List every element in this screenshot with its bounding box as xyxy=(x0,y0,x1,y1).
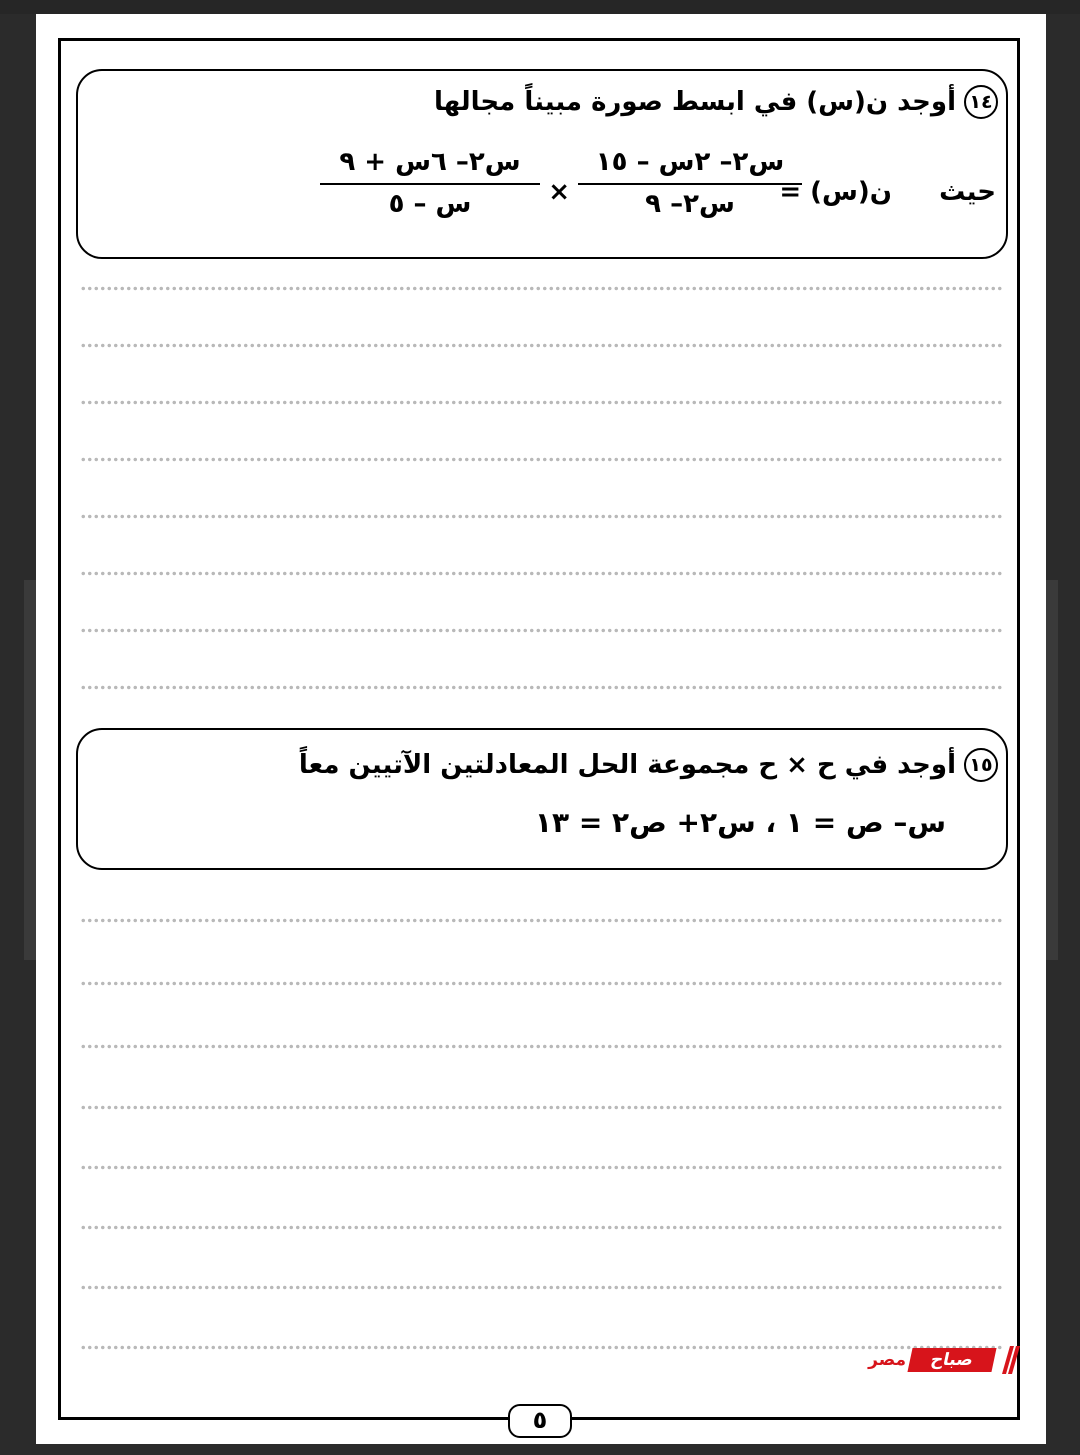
fraction-1-denominator: س٢– ٩ xyxy=(645,189,735,219)
answer-line xyxy=(80,1044,1004,1049)
publisher-logo xyxy=(856,1344,1026,1376)
adjacent-page-right xyxy=(1046,580,1058,960)
fraction-1 xyxy=(578,147,802,219)
answer-line xyxy=(80,343,1004,348)
answer-line xyxy=(80,286,1004,291)
question-15-text: أوجد في ح × ح مجموعة الحل المعادلتين الآتيين معاً xyxy=(298,750,956,780)
question-14-title-row xyxy=(434,85,998,119)
worksheet-page xyxy=(36,14,1046,1444)
answer-line xyxy=(80,1165,1004,1170)
question-14-box xyxy=(76,69,1008,259)
answer-line xyxy=(80,457,1004,462)
question-14-text: أوجد ﻥ(س) في ابسط صورة مبيناً مجالها xyxy=(433,87,956,117)
answer-line xyxy=(80,514,1004,519)
answer-line xyxy=(80,1105,1004,1110)
fraction-2-numerator: س٢– ٦س + ٩ xyxy=(320,147,540,185)
answer-line xyxy=(80,628,1004,633)
answer-line xyxy=(80,685,1004,690)
adjacent-page-left xyxy=(24,580,36,960)
function-label: ﻥ(س) = xyxy=(779,177,892,207)
question-15-box xyxy=(76,728,1008,870)
logo-slash-icon xyxy=(1000,1346,1020,1374)
question-15-title-row xyxy=(299,748,998,782)
fraction-2 xyxy=(320,147,540,219)
answer-line xyxy=(80,1285,1004,1290)
question-number-badge: ١٥ xyxy=(964,748,998,782)
answer-line xyxy=(80,1225,1004,1230)
answer-line xyxy=(80,981,1004,986)
viewer-top-bar xyxy=(0,0,1080,14)
logo-secondary-text: مصر xyxy=(868,1350,906,1370)
where-label: حيث xyxy=(939,177,996,207)
equations: س– ص = ١ ، س٢+ ص٢ = ١٣ xyxy=(534,806,946,839)
multiply-sign: × xyxy=(548,177,570,207)
question-number-badge: ١٤ xyxy=(964,85,998,119)
fraction-1-numerator: س٢– ٢س – ١٥ xyxy=(578,147,802,185)
page-number: ٥ xyxy=(508,1404,572,1438)
answer-line xyxy=(80,400,1004,405)
answer-line xyxy=(80,571,1004,576)
logo-main-text: صباح xyxy=(907,1348,996,1372)
answer-line xyxy=(80,918,1004,923)
fraction-2-denominator: س – ٥ xyxy=(388,189,472,219)
